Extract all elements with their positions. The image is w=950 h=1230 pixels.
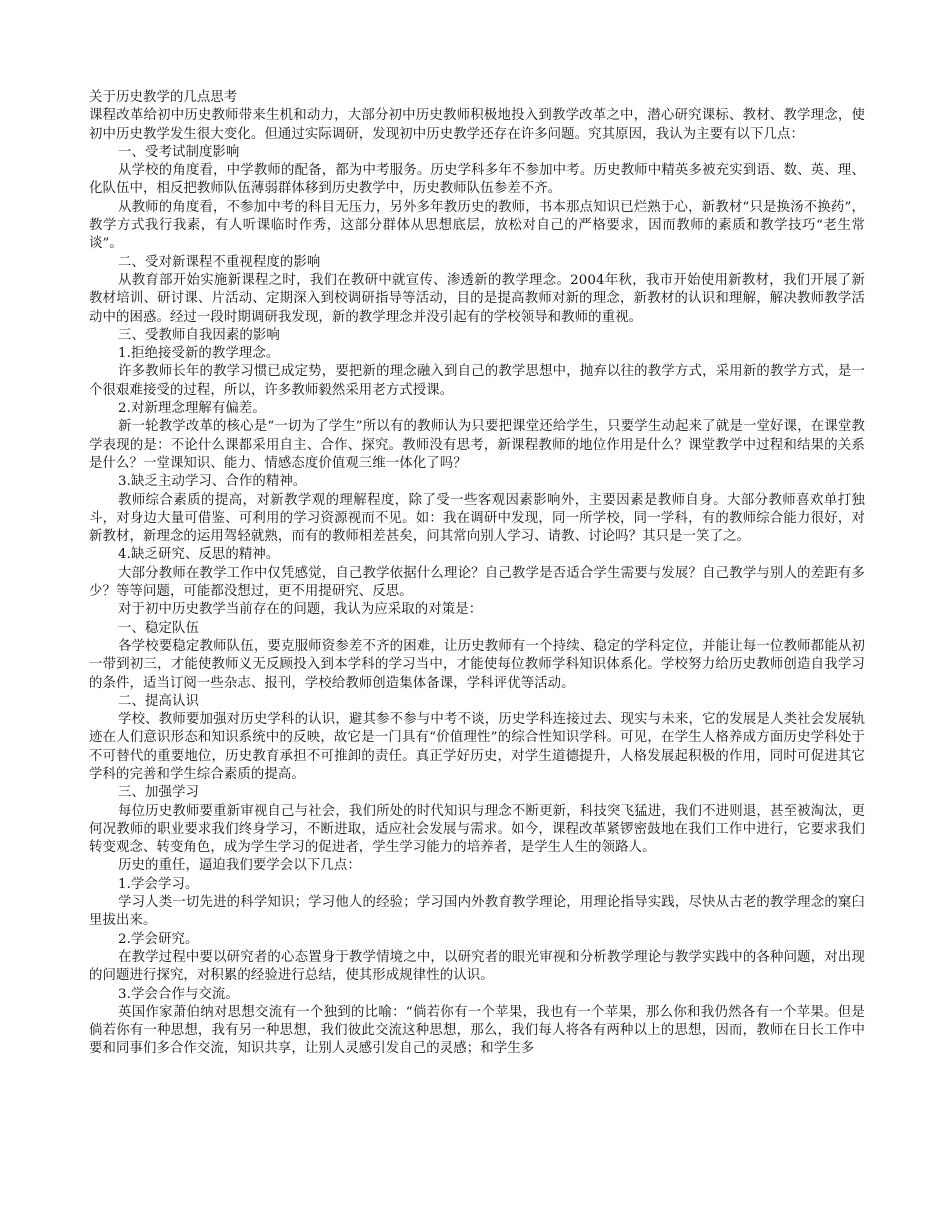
paragraph: 对于初中历史教学当前存在的问题，我认为应采取的对策是：: [118, 602, 483, 618]
paragraph: 每位历史教师要重新审视自己与社会，我们所处的时代知识与理念不断更新，科技突飞猛进，我们不进则退，甚至被淘汰，更何况教师的职业要求我们终身学习，不断进取，适应社会发展与需求。如今，课程改革紧锣密鼓地在我们工作中进行，它要求我们转变观念、转变角色，成为学生学习的促进者，学生学习能力的培养者，是学生人生的领路人。: [89, 803, 865, 856]
paragraph: 二、受对新课程不重视程度的影响: [118, 254, 321, 270]
paragraph: 1.学会学习。: [118, 876, 199, 892]
paragraph: 在教学过程中要以研究者的心态置身于教学情境之中，以研究者的眼光审视和分析教学理论与教学实践中的各种问题，对出现的问题进行探究，对积累的经验进行总结，使其形成规律性的认识。: [89, 949, 865, 984]
paragraph: 英国作家萧伯纳对思想交流有一个独到的比喻：“倘若你有一个苹果，我也有一个苹果，那么你和我仍然各有一个苹果。但是倘若你有一种思想，我有另一种思想，我们彼此交流这种思想，那么，我们每人将各有两种以上的思想，因而，教师在日长工作中要和同事们多合作交流，知识共享，让别人灵感引发自己的灵感；和学生多: [89, 1004, 865, 1057]
document-body: [89, 107, 865, 1058]
paragraph: 3.缺乏主动学习、合作的精神。: [118, 474, 307, 490]
paragraph: 4.缺乏研究、反思的精神。: [118, 547, 280, 563]
document-page: [89, 89, 865, 1059]
paragraph: 三、加强学习: [118, 785, 199, 801]
paragraph: 历史的重任，逼迫我们要学会以下几点：: [118, 858, 361, 874]
paragraph: 1.拒绝接受新的教学理念。: [118, 346, 280, 362]
paragraph: 一、受考试制度影响: [118, 144, 240, 160]
paragraph: 一、稳定队伍: [118, 620, 199, 636]
paragraph: 许多教师长年的教学习惯已成定势，要把新的理念融入到自己的教学思想中，抛弃以往的教学方式，采用新的教学方式，是一个很艰难接受的过程，所以，许多教师毅然采用老方式授课。: [89, 364, 865, 398]
paragraph: 大部分教师在教学工作中仅凭感觉，自己教学依据什么理论？自己教学是否适合学生需要与发展？自己教学与别人的差距有多少？等等问题，可能都没想过，更不用提研究、反思。: [89, 565, 865, 600]
document-title: 关于历史教学的几点思考: [89, 90, 238, 105]
paragraph: 3.学会合作与交流。: [118, 986, 239, 1002]
paragraph: 从学校的角度看，中学教师的配备，都为中考服务。历史学科多年不参加中考。历史教师中精英多被充实到语、数、英、理、化队伍中，相反把教师队伍薄弱群体移到历史教学中，历史教师队伍参差不齐。: [89, 163, 865, 197]
paragraph: 课程改革给初中历史教师带来生机和动力，大部分初中历史教师积极地投入到教学改革之中，潜心研究课标、教材、教学理念，使初中历史教学发生很大变化。但通过实际调研，发现初中历史教学还存在许多问题。究其原因，我认为主要有以下几点：: [89, 108, 865, 142]
paragraph: 二、提高认识: [118, 693, 199, 709]
paragraph: 教师综合素质的提高，对新教学观的理解程度，除了受一些客观因素影响外，主要因素是教师自身。大部分教师喜欢单打独斗，对身边大量可借鉴、可利用的学习资源视而不见。如：我在调研中发现，同一所学校，同一学科，有的教师综合能力很好，对新教材，新理念的运用驾轻就熟，而有的教师相差甚矣，问其常向别人学习、请教、讨论吗？其只是一笑了之。: [89, 492, 865, 545]
paragraph: 2.对新理念理解有偏差。: [118, 401, 266, 417]
paragraph: 从教育部开始实施新课程之时，我们在教研中就宣传、渗透新的教学理念。2004年秋，我市开始使用新教材，我们开展了新教材培训、研讨课、片活动、定期深入到校调研指导等活动，目的是提高教师对新的理念，新教材的认识和理解，解决教师教学活动中的困惑。经过一段时期调研我发现，新的教学理念并没引起有的学校领导和教师的重视。: [89, 272, 865, 325]
paragraph: 新一轮教学改革的核心是“一切为了学生”所以有的教师认为只要把课堂还给学生，只要学生动起来了就是一堂好课，在课堂教学表现的是：不论什么课都采用自主、合作、探究。教师没有思考，新课程教师的地位作用是什么？课堂教学中过程和结果的关系是什么？一堂课知识、能力、情感态度价值观三维一体化了吗？: [89, 419, 865, 471]
paragraph: 2.学会研究。: [118, 931, 199, 947]
paragraph: 学习人类一切先进的科学知识；学习他人的经验；学习国内外教育教学理论，用理论指导实践，尽快从古老的教学理念的窠臼里拔出来。: [89, 895, 865, 929]
paragraph: 学校、教师要加强对历史学科的认识，避其参不参与中考不谈，历史学科连接过去、现实与未来，它的发展是人类社会发展轨迹在人们意识形态和知识系统中的反映，故它是一门具有“价值理性”的综合性知识学科。可见，在学生人格养成方面历史学科处于不可替代的重要地位，历史教育承担不可推卸的责任。真正学好历史，对学生道德提升，人格发展起积极的作用，同时可促进其它学科的完善和学生综合素质的提高。: [89, 712, 865, 782]
paragraph: 各学校要稳定教师队伍，要克服师资参差不齐的困难，让历史教师有一个持续、稳定的学科定位，并能让每一位教师都能从初一带到初三，才能使教师义无反顾投入到本学科的学习当中，才能使每位教师学科知识体系化。学校努力给历史教师创造自我学习的条件，适当订阅一些杂志、报刊，学校给教师创造集体备课，学科评优等活动。: [89, 638, 865, 691]
paragraph: 三、受教师自我因素的影响: [118, 327, 280, 343]
paragraph: 从教师的角度看，不参加中考的科目无压力，另外多年教历史的教师，书本那点知识已烂熟于心，新教材“只是换汤不换药”，教学方式我行我素，有人听课临时作秀，这部分群体从思想底层，放松对自己的严格要求，因而教师的素质和教学技巧“老生常谈”。: [89, 199, 865, 252]
